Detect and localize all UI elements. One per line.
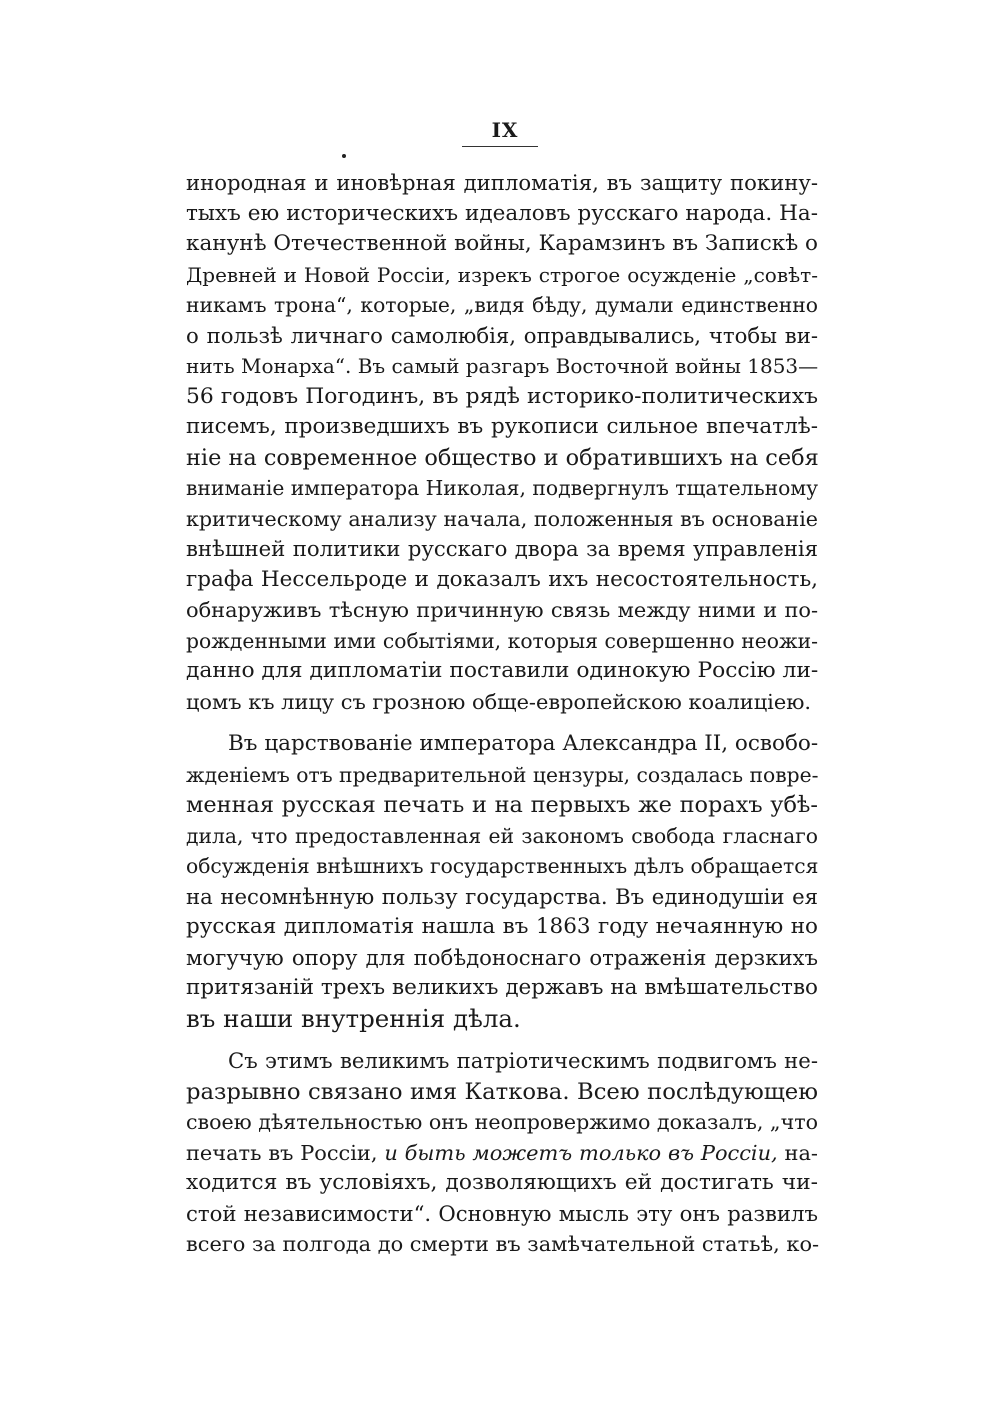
print-speck bbox=[342, 154, 346, 158]
text-line: цомъ къ лицу съ грозною обще-европейскою коалиціею. bbox=[186, 689, 812, 714]
page-number-rule bbox=[462, 146, 538, 147]
text-line: критическому анализу начала, положенныя въ основаніе bbox=[186, 506, 818, 531]
text-line: стой независимости“. Основную мысль эту онъ развилъ bbox=[186, 1200, 818, 1226]
text-line: ніе на современное общество и обратившихъ на себя bbox=[186, 444, 819, 471]
text-line-with-italic bbox=[186, 1138, 818, 1169]
text-line: притязаній трехъ великихъ державъ на вмѣшательство bbox=[186, 975, 818, 1000]
text-line: канунѣ Отечественной войны, Карамзинъ въ Запискѣ о bbox=[186, 231, 818, 256]
text-line: Съ этимъ великимъ патріотическимъ подвигомъ не- bbox=[228, 1048, 818, 1073]
text-line: своею дѣятельностью онъ неопровержимо доказалъ, „что bbox=[186, 1110, 818, 1134]
text-line: могучую опору для побѣдоноснаго отраженія дерзкихъ bbox=[186, 944, 818, 970]
paragraph-gap bbox=[186, 717, 818, 729]
text-segment: печать въ Россіи, bbox=[186, 1140, 385, 1165]
text-line: менная русская печать и на первыхъ же порахъ убѣ- bbox=[186, 792, 818, 818]
text-line: ходится въ условіяхъ, дозволяющихъ ей достигать чи- bbox=[186, 1170, 818, 1195]
text-line: дила, что предоставленная ей закономъ свобода гласнаго bbox=[186, 823, 818, 848]
text-line: на несомнѣнную пользу государства. Въ единодушіи ея bbox=[186, 883, 818, 909]
text-line: нить Монарха“. Въ самый разгаръ Восточной войны 1853— bbox=[186, 354, 819, 378]
text-line: всего за полгода до смерти въ замѣчательной статьѣ, ко- bbox=[186, 1232, 820, 1256]
italic-phrase: и быть можетъ только въ Россіи, bbox=[384, 1140, 778, 1165]
text-line: Древней и Новой Россіи, изрекъ строгое осужденіе „совѣт- bbox=[186, 262, 818, 287]
text-line: данно для дипломатіи поставили одинокую Россію ли- bbox=[186, 658, 819, 683]
page-number: IX bbox=[491, 118, 519, 142]
text-line: вниманіе императора Николая, подвергнулъ тщательному bbox=[186, 476, 819, 500]
text-line: графа Нессельроде и доказалъ ихъ несостоятельность, bbox=[186, 566, 818, 592]
text-line: писемъ, произведшихъ въ рукописи сильное впечатлѣ- bbox=[186, 414, 818, 439]
text-segment: на- bbox=[777, 1140, 818, 1165]
text-line: внѣшней политики русскаго двора за время управленія bbox=[186, 536, 818, 561]
text-line: 56 годовъ Погодинъ, въ рядѣ историко-политическихъ bbox=[186, 383, 818, 409]
text-line: въ наши внутреннія дѣла. bbox=[186, 1003, 521, 1033]
text-line: никамъ трона“, которые, „видя бѣду, думали единственно bbox=[186, 293, 818, 317]
text-line: Въ царствованіе императора Александра II, освобо- bbox=[228, 731, 819, 756]
paragraph-gap bbox=[186, 1034, 818, 1046]
text-line: о пользѣ личнаго самолюбія, оправдывались, чтобы ви- bbox=[186, 322, 818, 348]
text-line: обнаруживъ тѣсную причинную связь между ними и по- bbox=[186, 598, 818, 622]
text-line: жденіемъ отъ предварительной цензуры, создалась повре- bbox=[186, 762, 819, 787]
text-line: русская дипломатія нашла въ 1863 году нечаянную но bbox=[186, 914, 818, 939]
text-line: обсужденія внѣшнихъ государственныхъ дѣлъ обращается bbox=[186, 854, 819, 878]
text-line: инородная и иновѣрная дипломатія, въ защиту покину- bbox=[186, 170, 818, 195]
text-line: разрывно связано имя Каткова. Всею послѣдующею bbox=[186, 1078, 818, 1105]
text-line: тыхъ ею историческихъ идеаловъ русскаго народа. На- bbox=[186, 200, 818, 226]
text-line: рожденными ими событіями, которыя совершенно неожи- bbox=[186, 628, 818, 653]
body-text bbox=[186, 168, 818, 1260]
